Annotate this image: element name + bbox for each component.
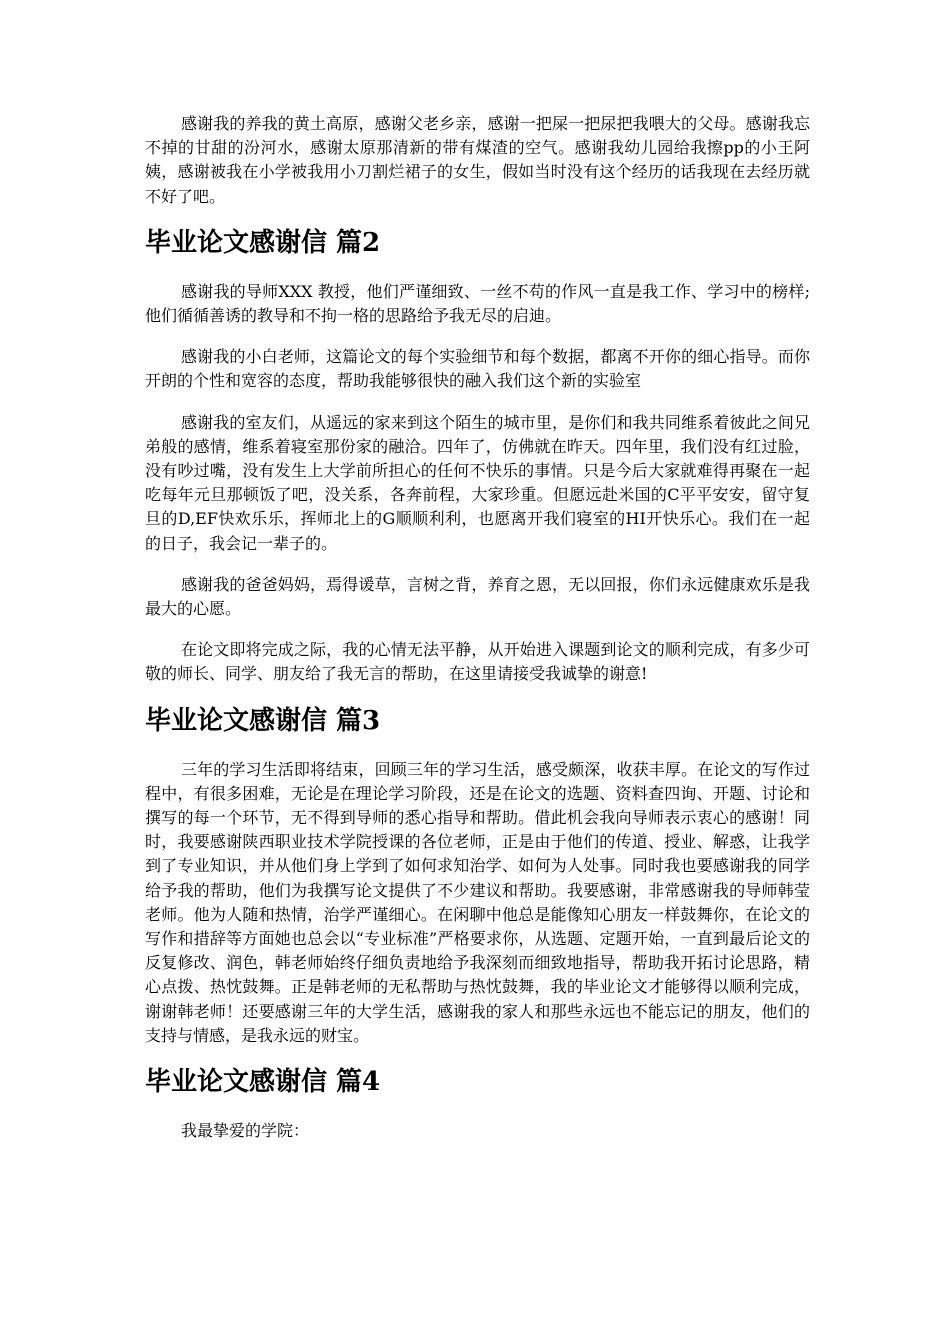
paragraph: 感谢我的导师XXX 教授，他们严谨细致、一丝不苟的作风一直是我工作、学习中的榜样;他们循循善诱的教导和不拘一格的思路给予我无尽的启迪。 — [145, 281, 810, 326]
paragraph: 感谢我的爸爸妈妈，焉得谖草，言树之背，养育之恩，无以回报，你们永远健康欢乐是我最大的心愿。 — [145, 574, 810, 619]
paragraph: 感谢我的小白老师，这篇论文的每个实验细节和每个数据，都离不开你的细心指导。而你开朗的个性和宽容的态度，帮助我能够很快的融入我们这个新的实验室 — [145, 347, 810, 391]
section-heading: 毕业论文感谢信 篇4 — [145, 1067, 381, 1098]
section-heading: 毕业论文感谢信 篇3 — [145, 705, 381, 736]
paragraph: 感谢我的室友们，从遥远的家来到这个陌生的城市里，是你们和我共同维系着彼此之间兄弟般的感情，维系着寝室那份家的融洽。四年了，仿佛就在昨天。四年里，我们没有红过脸，没有吵过嘴，没有发生上大学前所担心的任何不快乐的事情。只是今后大家就难得再聚在一起吃每年元旦那顿饭了吧，没关系，各奔前程，大家珍重。但愿远赴米国的C平平安安，留守复旦的D,EF快欢乐乐，挥师北上的G顺顺利利，也愿离开我们寝室的HI开快乐心。我们在一起的日子，我会记一辈子的。 — [145, 412, 810, 553]
document-page — [145, 112, 810, 1160]
section-heading: 毕业论文感谢信 篇2 — [145, 227, 381, 258]
paragraph: 三年的学习生活即将结束，回顾三年的学习生活，感受颇深，收获丰厚。在论文的写作过程中，有很多困难，无论是在理论学习阶段，还是在论文的选题、资料查四询、开题、讨论和撰写的每一个环节，无不得到导师的悉心指导和帮助。借此机会我向导师表示衷心的感谢！同时，我要感谢陕西职业技术学院授课的各位老师，正是由于他们的传道、授业、解惑，让我学到了专业知识，并从他们身上学到了如何求知治学、如何为人处事。同时我也要感谢我的同学给予我的帮助，他们为我撰写论文提供了不少建议和帮助。我要感谢，非常感谢我的导师韩莹老师。他为人随和热情，治学严谨细心。在闲聊中他总是能像知心朋友一样鼓舞你，在论文的写作和措辞等方面她也总会以“专业标准”严格要求你，从选题、定题开始，一直到最后论文的反复修改、润色，韩老师始终仔细负责地给予我深刻而细致地指导，帮助我开拓讨论思路，精心点拨、热忱鼓舞。正是韩老师的无私帮助与热忱鼓舞，我的毕业论文才能够得以顺利完成，谢谢韩老师！还要感谢三年的大学生活，感谢我的家人和那些永远也不能忘记的朋友，他们的支持与情感，是我永远的财宝。 — [145, 759, 810, 1045]
paragraph: 在论文即将完成之际，我的心情无法平静，从开始进入课题到论文的顺利完成，有多少可敬的师长、同学、朋友给了我无言的帮助，在这里请接受我诚挚的谢意! — [145, 640, 810, 684]
paragraph: 我最挚爱的学院： — [181, 1121, 310, 1141]
paragraph: 感谢我的养我的黄土高原，感谢父老乡亲，感谢一把屎一把尿把我喂大的父母。感谢我忘 不掉的甘甜的汾河水，感谢太原那清新的带有煤渣的空气。感谢我幼儿园给我擦pp的小王阿姨，感谢被我在小学被我用小刀割烂裙子的女生，假如当时没有这个经历的话我现在去经历就不好了吧。 — [145, 114, 810, 206]
